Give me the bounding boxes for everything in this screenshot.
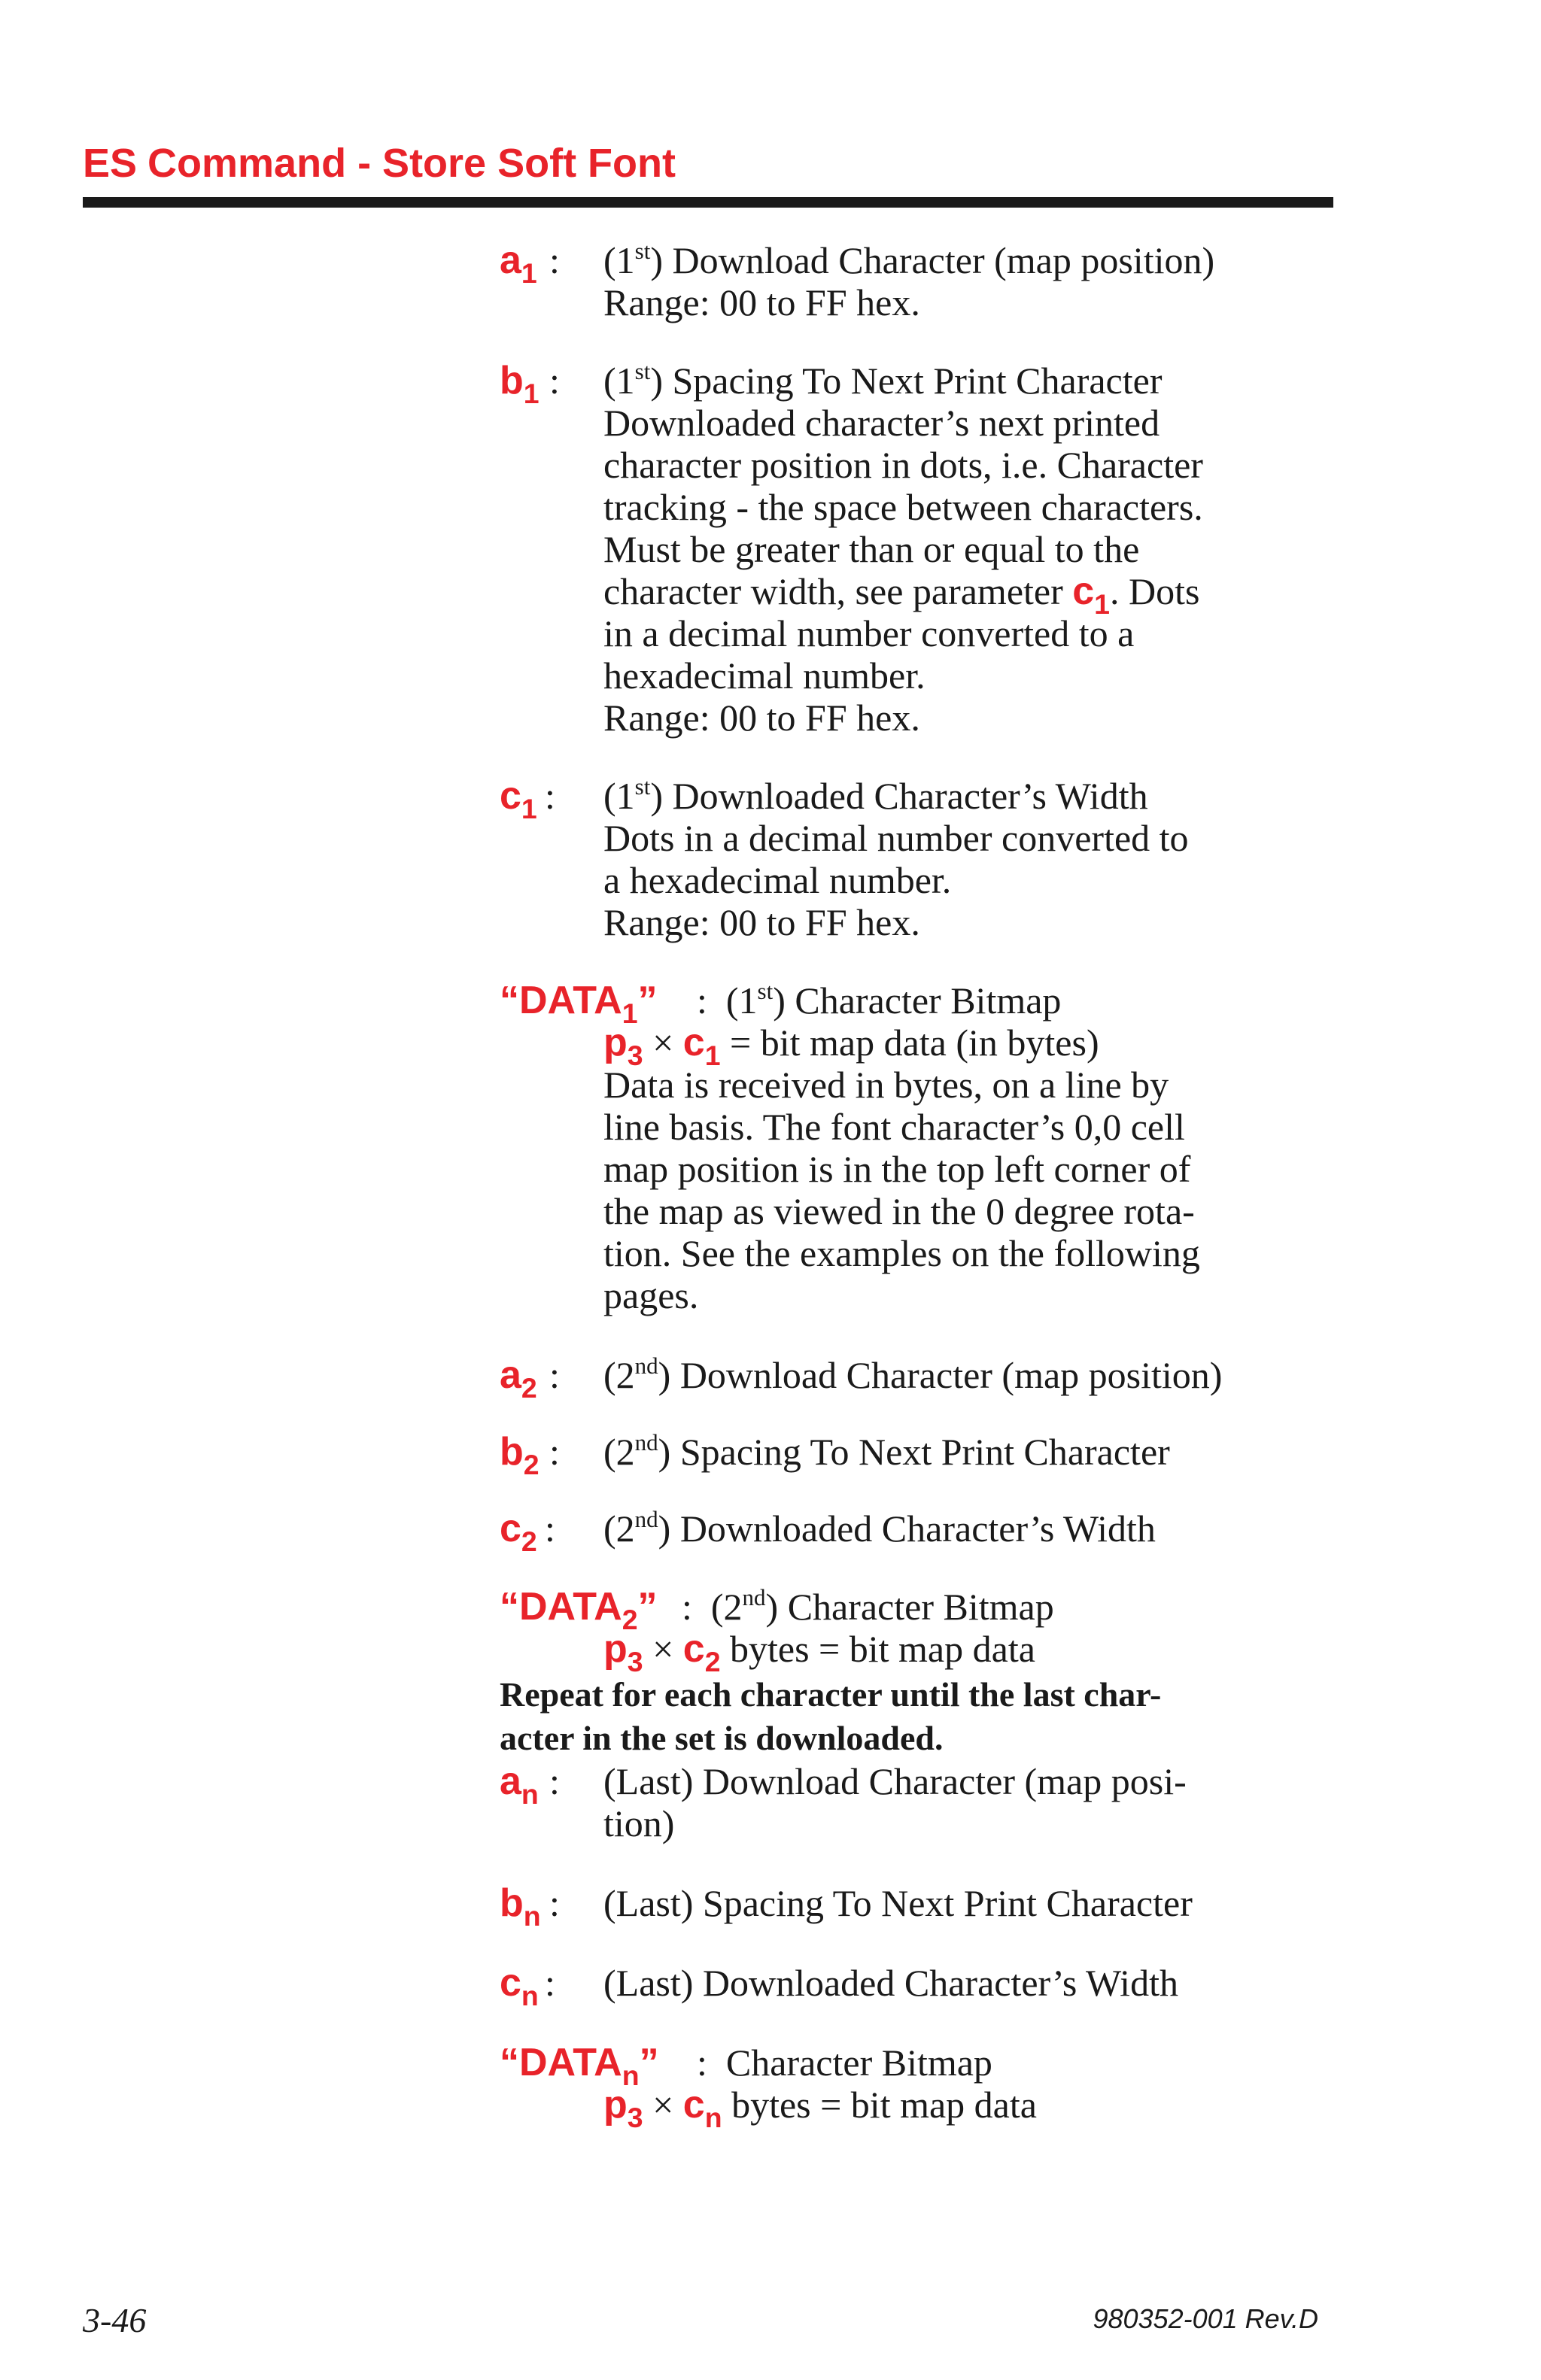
page-number: 3-46 [83, 2301, 147, 2339]
param-colon: : [549, 1431, 560, 1473]
param-colon: : [549, 1882, 560, 1924]
param-label-c2: $c_2$ [500, 1507, 537, 1558]
param-desc-data1: $p_3 \times c_1$ = bit map data (in bytes) Data is received in bytes, on a line by line basis. The font character’s 0,0 cell map position is in the top left corner of the map as viewed in the 0 degree rota- tion. See the examples on the following pages. [603, 1021, 1200, 1316]
param-desc-a1: (1st) Download Character (map position) Range: 00 to FF hex. [603, 237, 1215, 323]
param-desc-a2: (2nd) Download Character (map position) [603, 1352, 1223, 1396]
param-desc-cn: (Last) Downloaded Character’s Width [603, 1962, 1178, 2004]
param-lead-datan: : Character Bitmap [697, 2042, 992, 2084]
title-rule [83, 197, 1333, 208]
param-colon: : [549, 239, 560, 281]
param-desc-data2 [603, 1627, 1035, 1678]
param-lead-data1: : (1st) Character Bitmap [697, 977, 1062, 1022]
param-label-data2: “$DATA_2$” [500, 1585, 658, 1636]
param-label-b2: $b_2$ [500, 1430, 540, 1481]
formula-data1: $p_3 \times c_1$ = bit map data (in bytes) [603, 1021, 1099, 1072]
param-label-a1: $a_1$ [500, 238, 537, 290]
param-colon: : [549, 360, 560, 402]
formula-data2: $p_3 \times c_2$ bytes = bit map data [603, 1627, 1035, 1678]
param-label-datan: “$DATA_n$” [500, 2041, 659, 2092]
param-desc-b1: (1st) Spacing To Next Print Character Downloaded character’s next printed character position in dots, i.e. Character tracking - the space between characters. Must be greater than or equal to the character width, see parameter $c_1$. Dots in a decimal number converted to a hexadecimal number. Range: 00 to FF hex. [603, 357, 1203, 739]
param-colon: : [549, 1760, 560, 1802]
param-colon: : [549, 1354, 560, 1396]
param-desc-an: (Last) Download Character (map posi- tion) [603, 1760, 1187, 1844]
page-title [83, 140, 676, 187]
command-code: ES [83, 141, 138, 186]
repeat-note: Repeat for each character until the last char- acter in the set is downloaded. [500, 1675, 1162, 1757]
param-desc-b2: (2nd) Spacing To Next Print Character [603, 1428, 1170, 1473]
document-id: 980352-001 Rev.D [1093, 2303, 1318, 2334]
param-desc-c1: (1st) Downloaded Character’s Width Dots in a decimal number converted to a hexadecimal number. Range: 00 to FF hex. [603, 773, 1189, 943]
param-label-an: $a_n$ [500, 1759, 539, 1811]
param-colon: : [545, 1507, 555, 1550]
param-desc-bn: (Last) Spacing To Next Print Character [603, 1882, 1193, 1924]
param-lead-data2: : (2nd) Character Bitmap [682, 1583, 1054, 1628]
param-label-c1: $c_1$ [500, 774, 537, 825]
param-ref-c1: $c_1$ [1072, 569, 1110, 621]
param-label-bn: $b_n$ [500, 1881, 541, 1932]
formula-datan: $p_3 \times c_n$ bytes = bit map data [603, 2083, 1037, 2134]
param-desc-datan [603, 2083, 1037, 2134]
page-title-text: Command - Store Soft Font [147, 141, 676, 186]
param-label-a2: $a_2$ [500, 1353, 537, 1404]
param-colon: : [545, 775, 555, 817]
param-label-cn: $c_n$ [500, 1961, 539, 2012]
param-desc-c2: (2nd) Downloaded Character’s Width [603, 1505, 1156, 1550]
param-label-b1: $b_1$ [500, 359, 540, 410]
param-colon: : [545, 1962, 555, 2004]
param-label-data1: “$DATA_1$” [500, 979, 658, 1030]
